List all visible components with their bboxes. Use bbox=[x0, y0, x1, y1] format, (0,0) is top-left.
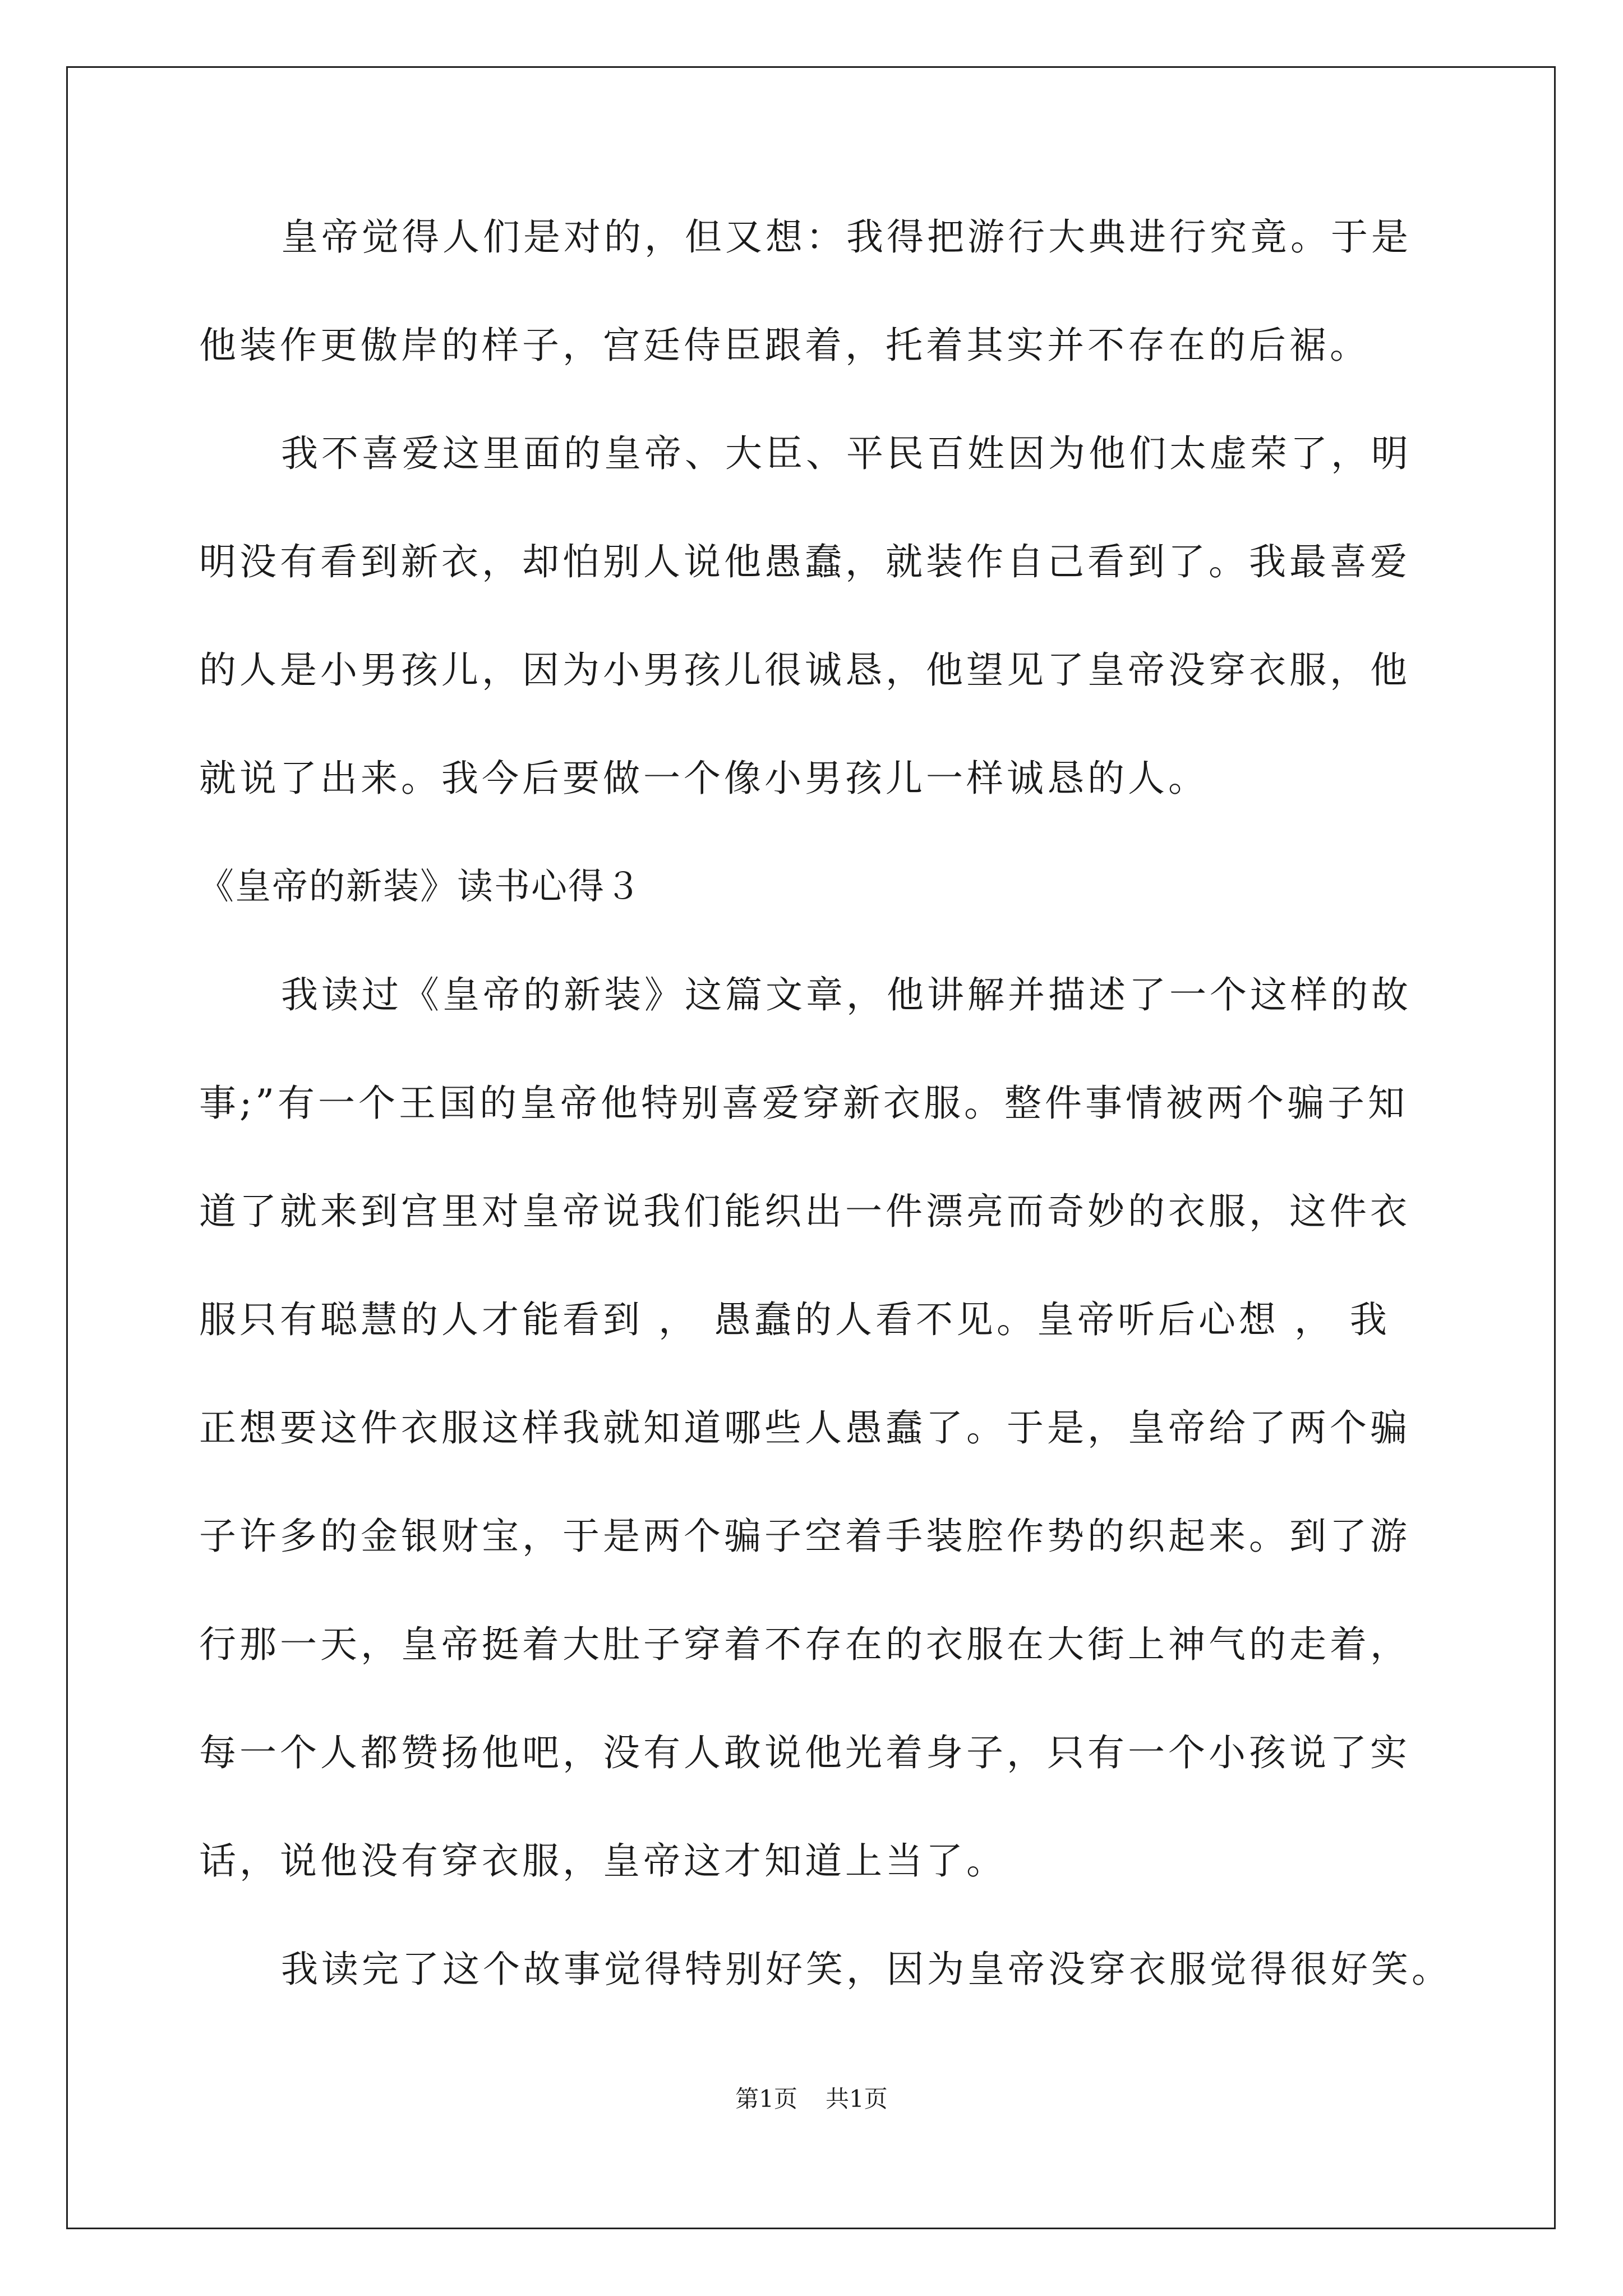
paragraph-line: 我读完了这个故事觉得特别好笑，因为皇帝没穿衣服觉得很好笑。 bbox=[281, 1948, 1452, 1991]
document-body bbox=[198, 215, 1452, 2059]
paragraph-line: 正想要这件衣服这样我就知道哪些人愚蠢了。于是，皇帝给了两个骗 bbox=[199, 1406, 1410, 1450]
page-footer bbox=[0, 2086, 1623, 2113]
paragraph-line: 我读过《皇帝的新装》这篇文章，他讲解并描述了一个这样的故 bbox=[281, 973, 1412, 1016]
page-number: 第1页 bbox=[735, 2085, 797, 2113]
paragraph-line: 的人是小男孩儿，因为小男孩儿很诚恳，他望见了皇帝没穿衣服，他 bbox=[199, 648, 1410, 692]
paragraph-line: 事;”有一个王国的皇帝他特别喜爱穿新衣服。整件事情被两个骗子知 bbox=[199, 1082, 1408, 1125]
paragraph-line: 子许多的金银财宝，于是两个骗子空着手装腔作势的织起来。到了游 bbox=[199, 1515, 1410, 1558]
paragraph-line: 我不喜爱这里面的皇帝、大臣、平民百姓因为他们太虚荣了，明 bbox=[281, 432, 1412, 475]
paragraph-line: 话，说他没有穿衣服，皇帝这才知道上当了。 bbox=[199, 1839, 1007, 1883]
paragraph-line: 就说了出来。我今后要做一个像小男孩儿一样诚恳的人。 bbox=[199, 757, 1209, 800]
paragraph-line: 每一个人都赞扬他吧，没有人敢说他光着身子，只有一个小孩说了实 bbox=[199, 1731, 1410, 1774]
paragraph-line: 明没有看到新衣，却怕别人说他愚蠢，就装作自己看到了。我最喜爱 bbox=[199, 540, 1410, 583]
paragraph-line: 他装作更傲岸的样子，宫廷侍臣跟着，托着其实并不存在的后裾。 bbox=[199, 324, 1370, 367]
paragraph-line: 服只有聪慧的人才能看到 ， 愚蠢的人看不见。皇帝听后心想 ， 我 bbox=[199, 1298, 1390, 1341]
page-total: 共1页 bbox=[826, 2085, 888, 2113]
paragraph-line: 皇帝觉得人们是对的，但又想：我得把游行大典进行究竟。于是 bbox=[281, 215, 1412, 259]
paragraph-line: 道了就来到宫里对皇帝说我们能织出一件漂亮而奇妙的衣服，这件衣 bbox=[199, 1190, 1410, 1233]
paragraph-line: 行那一天，皇帝挺着大肚子穿着不存在的衣服在大街上神气的走着， bbox=[199, 1623, 1410, 1666]
section-heading: 《皇帝的新装》读书心得３ bbox=[198, 866, 642, 908]
